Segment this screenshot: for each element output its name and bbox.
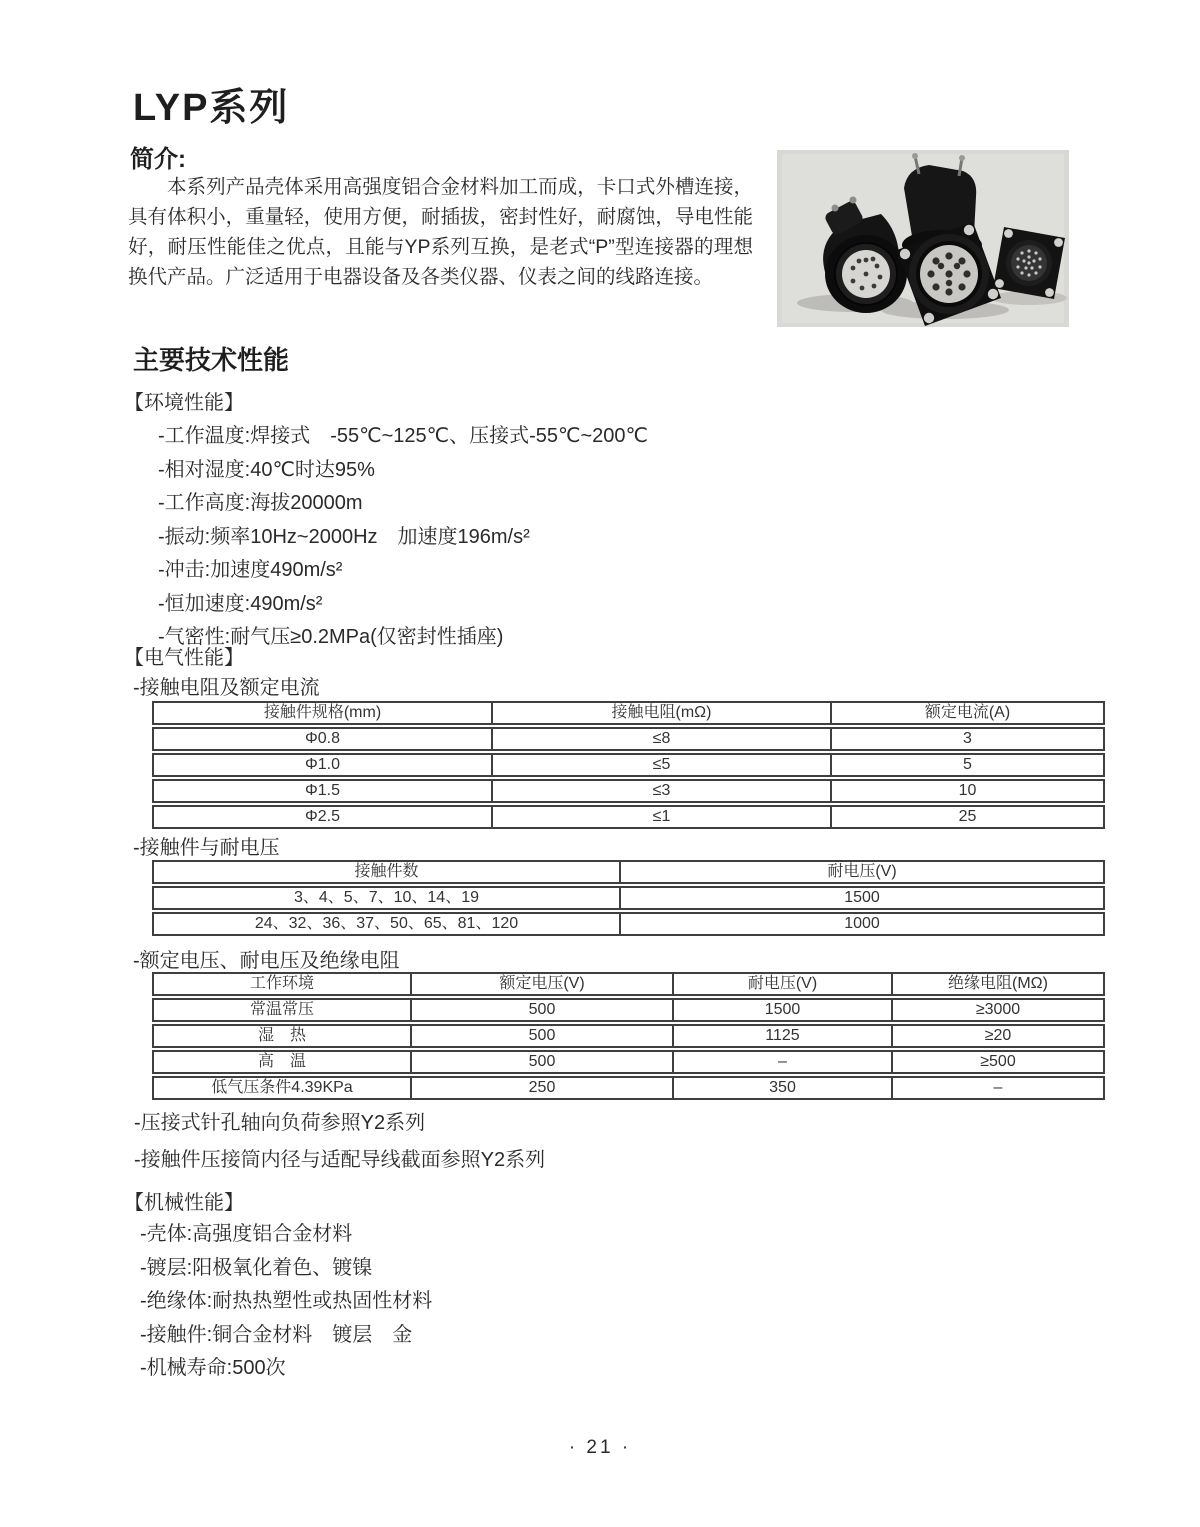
right-receptacle (993, 227, 1065, 299)
column-header: 额定电流(A) (832, 701, 1105, 725)
table-row (152, 727, 1105, 751)
page-title: LYP系列 (133, 87, 290, 129)
table-cell: 1500 (621, 886, 1105, 910)
table-cell: ≥3000 (893, 998, 1105, 1022)
table-cell: – (674, 1050, 893, 1074)
list-item: -相对湿度:40℃时达95% (158, 458, 375, 481)
list-item: -接触件:铜合金材料 镀层 金 (140, 1323, 413, 1346)
table-cell: 350 (674, 1076, 893, 1100)
table-row (152, 998, 1105, 1022)
contact-resistance-table-title: -接触电阻及额定电流 (133, 677, 320, 699)
list-item: -恒加速度:490m/s² (158, 592, 323, 615)
intro-heading: 简介: (130, 146, 186, 173)
rated-voltage-table (152, 970, 1105, 1102)
column-header: 耐电压(V) (674, 972, 893, 996)
column-header: 工作环境 (152, 972, 412, 996)
electrical-performance-label: 【电气性能】 (124, 647, 244, 669)
reference-note: -压接式针孔轴向负荷参照Y2系列 (134, 1112, 426, 1134)
column-header: 接触电阻(mΩ) (493, 701, 832, 725)
table-cell: 1000 (621, 912, 1105, 936)
table-cell: 500 (412, 1024, 674, 1048)
table-row (152, 753, 1105, 777)
mechanical-performance-list (140, 1218, 432, 1386)
list-item: -振动:频率10Hz~2000Hz 加速度196m/s² (158, 525, 530, 548)
page-number: · 21 · (568, 1437, 632, 1458)
table-row (152, 1024, 1105, 1048)
table-cell: 3 (832, 727, 1105, 751)
rated-voltage-table-title: -额定电压、耐电压及绝缘电阻 (133, 950, 400, 972)
table-cell: ≤1 (493, 805, 832, 829)
table-cell: ≥500 (893, 1050, 1105, 1074)
contact-resistance-table (152, 699, 1105, 831)
table-cell: Φ0.8 (152, 727, 493, 751)
table-cell: 常温常压 (152, 998, 412, 1022)
table-cell: 24、32、36、37、50、65、81、120 (152, 912, 621, 936)
table-cell: 25 (832, 805, 1105, 829)
table-cell: 500 (412, 998, 674, 1022)
table-cell: Φ2.5 (152, 805, 493, 829)
product-photo (777, 150, 1069, 327)
table-cell: 10 (832, 779, 1105, 803)
column-header: 耐电压(V) (621, 860, 1105, 884)
table-cell: 3、4、5、7、10、14、19 (152, 886, 621, 910)
environment-performance-list (158, 420, 648, 655)
withstand-voltage-table (152, 858, 1105, 938)
list-item: -绝缘体:耐热热塑性或热固性材料 (140, 1290, 433, 1312)
table-cell: 1500 (674, 998, 893, 1022)
table-cell: 5 (832, 753, 1105, 777)
table-row (152, 779, 1105, 803)
list-item: -镀层:阳极氧化着色、镀镍 (140, 1256, 373, 1279)
table-row (152, 912, 1105, 936)
table-row (152, 1076, 1105, 1100)
column-header: 接触件数 (152, 860, 621, 884)
table-cell: 250 (412, 1076, 674, 1100)
table-cell: ≤5 (493, 753, 832, 777)
intro-paragraph: 本系列产品壳体采用高强度铝合金材料加工而成，卡口式外槽连接，具有体积小，重量轻，使用方便，耐插拔，密封性好，耐腐蚀，导电性能好，耐压性能佳之优点，且能与YP系列互换，是老式“P”型连接器的理想换代产品。广泛适用于电器设备及各类仪器、仪表之间的线路连接。 (128, 176, 753, 288)
table-cell: 1125 (674, 1024, 893, 1048)
column-header: 接触件规格(mm) (152, 701, 493, 725)
tech-performance-heading: 主要技术性能 (133, 345, 290, 375)
table-cell: Φ1.0 (152, 753, 493, 777)
environment-performance-label: 【环境性能】 (124, 392, 244, 414)
table-row (152, 1050, 1105, 1074)
table-cell: ≤3 (493, 779, 832, 803)
list-item: -机械寿命:500次 (140, 1357, 286, 1379)
table-row (152, 886, 1105, 910)
table-header-row (152, 972, 1105, 996)
column-header: 额定电压(V) (412, 972, 674, 996)
table-cell: ≤8 (493, 727, 832, 751)
list-item: -工作温度:焊接式 -55℃~125℃、压接式-55℃~200℃ (158, 425, 648, 447)
list-item: -气密性:耐气压≥0.2MPa(仅密封性插座) (158, 626, 504, 648)
table-cell: 湿 热 (152, 1024, 412, 1048)
table-row (152, 805, 1105, 829)
list-item: -工作高度:海拔20000m (158, 492, 363, 514)
table-cell: – (893, 1076, 1105, 1100)
table-cell: ≥20 (893, 1024, 1105, 1048)
withstand-voltage-table-title: -接触件与耐电压 (133, 837, 280, 859)
column-header: 绝缘电阻(MΩ) (893, 972, 1105, 996)
table-cell: 低气压条件4.39KPa (152, 1076, 412, 1100)
reference-note: -接触件压接筒内径与适配导线截面参照Y2系列 (134, 1149, 546, 1171)
table-cell: 高 温 (152, 1050, 412, 1074)
list-item: -壳体:高强度铝合金材料 (140, 1223, 353, 1245)
table-cell: 500 (412, 1050, 674, 1074)
list-item: -冲击:加速度490m/s² (158, 559, 343, 581)
table-header-row (152, 860, 1105, 884)
table-cell: Φ1.5 (152, 779, 493, 803)
table-header-row (152, 701, 1105, 725)
mechanical-performance-label: 【机械性能】 (124, 1192, 244, 1214)
